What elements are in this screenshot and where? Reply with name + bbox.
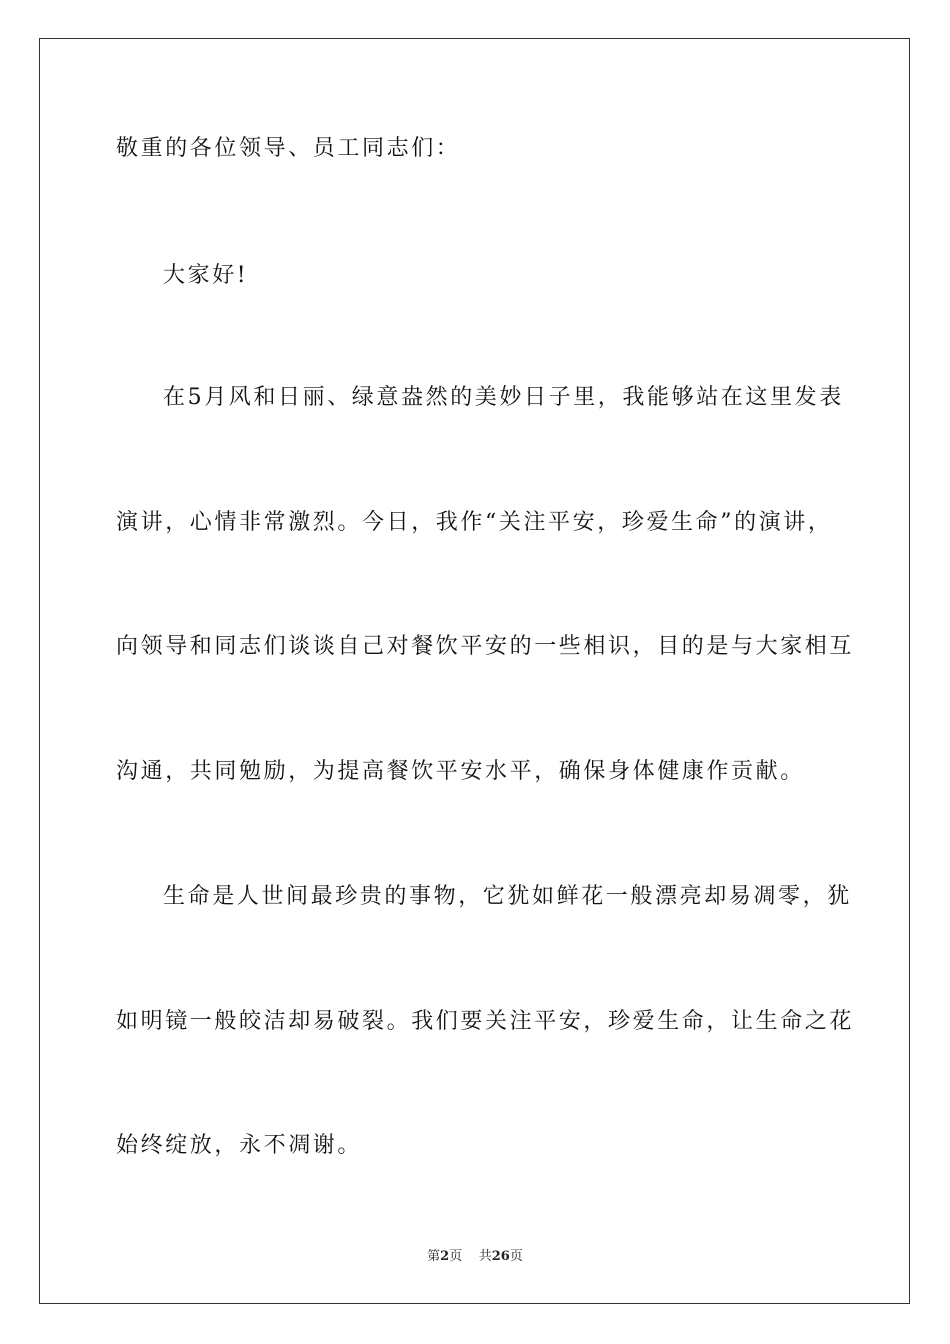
total-pages: 26 [491, 1249, 510, 1264]
body-line: 向领导和同志们谈谈自己对餐饮平安的一些相识，目的是与大家相互 [116, 634, 855, 659]
body-line: 沟通，共同勉励，为提高餐饮平安水平，确保身体健康作贡献。 [116, 759, 805, 784]
salutation-line: 敬重的各位领导、员工同志们： [116, 136, 461, 161]
body-line: 在5月风和日丽、绿意盎然的美妙日子里，我能够站在这里发表 [163, 385, 844, 410]
page-number: 2 [440, 1249, 450, 1264]
body-line: 生命是人世间最珍贵的事物，它犹如鲜花一般漂亮却易凋零，犹 [163, 884, 852, 909]
total-suffix: 页 [509, 1249, 523, 1264]
body-line: 演讲，心情非常激烈。今日，我作“关注平安，珍爱生命”的演讲， [116, 510, 833, 535]
greeting-line: 大家好! [163, 263, 249, 288]
page-suffix: 页 [449, 1249, 463, 1264]
page-border [39, 38, 910, 1304]
body-line: 如明镜一般皎洁却易破裂。我们要关注平安，珍爱生命，让生命之花 [116, 1009, 855, 1034]
total-prefix: 共 [478, 1249, 492, 1264]
page-prefix: 第 [427, 1249, 441, 1264]
page-footer [0, 1248, 950, 1266]
body-line: 始终绽放，永不凋谢。 [116, 1133, 363, 1158]
